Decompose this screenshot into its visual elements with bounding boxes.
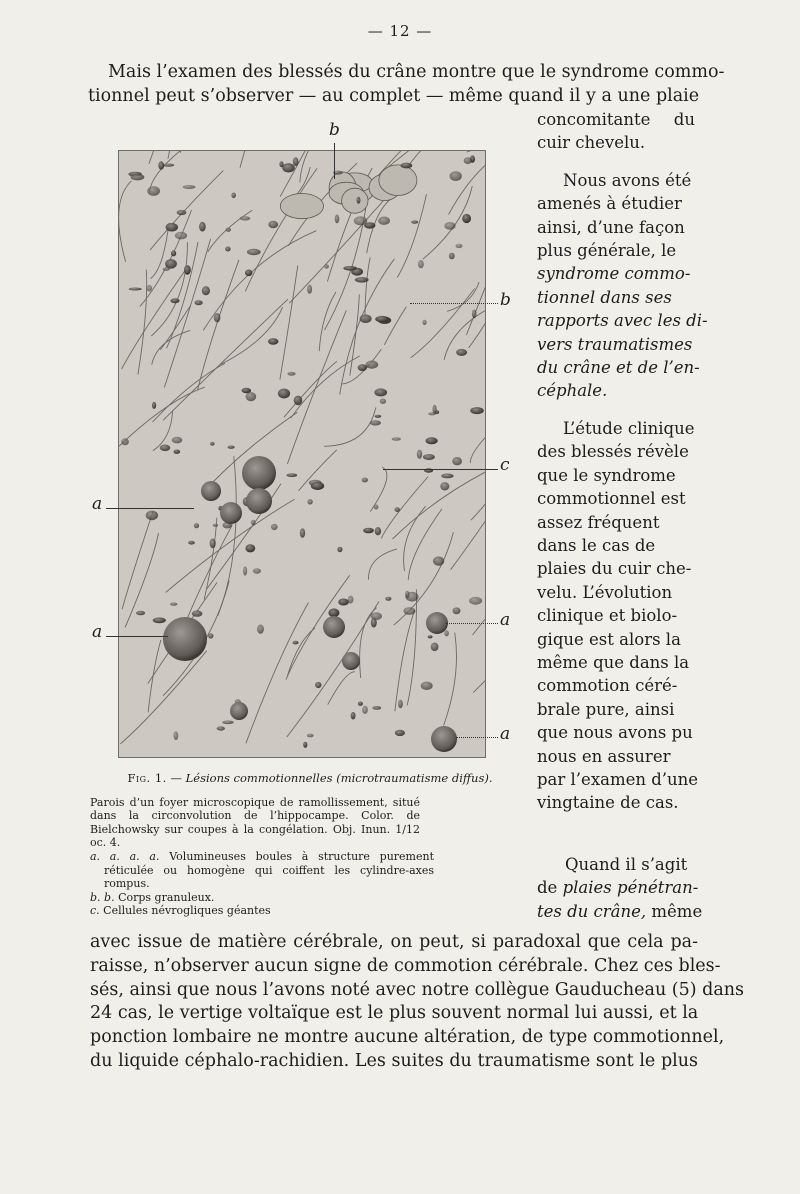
nucleus-mark [146,511,158,521]
nucleus-mark [226,228,231,232]
bottom-line-1: avec issue de matière cérébrale, on peut, si paradoxal que cela pa- [90,932,698,952]
nucleus-mark [153,617,166,623]
right-p2-line-7: rapports avec les di- [537,311,708,331]
bottom-line-6: du liquide céphalo-rachidien. Les suites du traumatisme sont le plus [90,1050,698,1071]
nucleus-mark [403,607,415,615]
nucleus-mark [370,420,381,425]
right-p4-line-1: Quand il s’agit [565,855,688,874]
nucleus-mark [385,597,391,601]
nucleus-mark [257,625,264,634]
nucleus-mark [469,597,482,605]
nucleus-mark [177,210,187,215]
nucleus-mark [449,253,455,260]
globule-mark [242,456,276,490]
nucleus-mark [175,232,187,240]
nucleus-mark [166,223,178,232]
figure-histology-drawing [119,151,485,757]
nucleus-mark [152,402,156,409]
nucleus-mark [214,313,221,322]
nucleus-mark [231,193,236,199]
nucleus-mark [363,528,374,534]
granular-body-mark [379,165,417,196]
nucleus-mark [441,474,453,479]
bottom-line-2: raisse, n’observer aucun signe de commotion cérébrale. Chez ces bles- [90,955,721,976]
intro-line-2: tionnel peut s’observer — au complet — même quand il y a une plaie [88,86,700,106]
right-p3-line-16: par l’examen d’une [537,769,699,789]
nucleus-mark [171,250,176,256]
fig-label-b-top: b [329,120,340,140]
nucleus-mark [338,599,349,606]
right-p2-line-10: céphale. [537,381,608,401]
nucleus-mark [315,682,321,688]
right-p3-line-8: velu. L’évolution [537,582,673,602]
right-p2-line-6: tionnel dans ses [537,287,672,307]
nucleus-mark [294,396,303,406]
nucleus-mark [472,310,477,319]
nucleus-mark [374,505,379,510]
nucleus-mark [300,528,305,537]
bottom-line-4: 24 cas, le vertige voltaïque est le plus souvent normal lui aussi, et la [90,1003,699,1024]
right-p3-line-14: que nous avons pu [537,723,693,743]
nucleus-mark [371,618,377,628]
right-p3-line-4: commotionnel est [537,489,686,509]
nucleus-mark [444,222,455,230]
nucleus-mark [183,185,196,189]
nucleus-mark [136,611,145,616]
nucleus-mark [378,217,390,225]
nucleus-mark [337,547,342,552]
globule-mark [426,612,448,634]
nucleus-mark [222,721,234,725]
nucleus-mark [431,643,439,652]
page-number: — 12 — [367,22,433,40]
nucleus-mark [242,388,252,393]
nucleus-mark [199,222,206,232]
right-p4-line-3: tes du crâne, même [537,901,703,921]
nucleus-mark [307,499,312,505]
fig-label-a-left-2: a [92,622,103,642]
right-column-text [537,108,708,815]
nucleus-mark [245,544,255,552]
globule-mark [163,617,207,661]
nucleus-mark [362,706,368,714]
nucleus-mark [375,316,389,322]
nucleus-mark [243,566,247,575]
nucleus-mark [355,277,369,283]
nucleus-mark [372,706,381,710]
nucleus-mark [247,249,261,255]
fig-label-a-left-1: a [92,494,103,514]
nucleus-mark [121,438,129,445]
globule-mark [246,488,272,514]
right-p3-line-2: des blessés révèle [537,442,689,462]
globule-mark [201,481,221,501]
fig-label-a-right-1: a [500,610,511,630]
nucleus-mark [213,524,218,527]
globule-mark [220,502,242,524]
right-p3-line-5: assez fréquent [537,512,660,532]
caption-dash: — [170,771,182,785]
right-p2-line-1: Nous avons été [563,170,692,190]
nucleus-mark [293,157,299,166]
nucleus-mark [418,260,424,268]
caption-title-text: Lésions commotionnelles (microtraumatisme diffus). [185,771,493,785]
right-p3-line-17: vingtaine de cas. [537,793,679,813]
nucleus-mark [380,399,386,404]
nucleus-mark [354,216,368,225]
nucleus-mark [217,726,225,730]
caption-legend-b: b. b. Corps granuleux. [90,890,215,904]
nucleus-mark [392,437,401,441]
nucleus-mark [162,164,174,167]
nucleus-mark [192,610,203,616]
nucleus-mark [174,450,181,454]
right-p3-line-6: dans le cas de [537,535,656,555]
nucleus-mark [307,734,314,738]
nucleus-mark [202,286,210,295]
nucleus-mark [360,314,372,323]
nucleus-mark [405,591,409,598]
nucleus-mark [278,389,290,399]
nucleus-mark [210,442,215,446]
nucleus-mark [170,603,177,606]
nucleus-mark [165,259,177,269]
right-p3-line-9: clinique et biolo- [537,606,678,626]
right-p2-line-3: ainsi, d’une façon [537,217,685,237]
nucleus-mark [194,523,199,528]
right-p3-line-11: même que dans la [537,652,690,672]
granular-body-mark [342,188,368,213]
nucleus-mark [129,288,142,291]
nucleus-mark [147,285,153,292]
nucleus-mark [195,300,203,305]
nucleus-mark [293,641,299,645]
right-p2-line-2: amenés à étudier [537,194,682,214]
nucleus-mark [328,608,339,617]
figure-caption [90,772,530,918]
nucleus-mark [228,446,235,449]
bottom-line-5: ponction lombaire ne montre aucune altération, de type commotionnel, [90,1027,725,1048]
nucleus-mark [395,730,405,736]
nucleus-mark [245,270,252,277]
caption-legend-a: a. a. a. a. Volumineuses boules à structure purement réticulée ou homogène qui coiffent les cylindre-axes rompus. [90,849,435,891]
right-p3-line-7: plaies du cuir che- [537,559,692,579]
nucleus-mark [357,197,361,204]
right-p1-line-2: cuir chevelu. [537,133,646,153]
intro-paragraph [88,60,725,108]
right-column-tail [537,853,703,923]
nucleus-mark [210,539,216,549]
nucleus-mark [426,437,438,444]
right-p3-line-12: commotion céré- [537,676,678,696]
fig-label-b-right: b [500,290,511,310]
nucleus-mark [453,607,461,614]
nucleus-mark [456,349,467,356]
nucleus-mark [428,635,433,638]
globule-mark [230,702,248,720]
globule-mark [342,652,360,670]
caption-fig-label: Fig. 1. [127,771,167,785]
nucleus-mark [433,556,444,565]
nucleus-mark [311,482,324,490]
nucleus-mark [174,731,179,740]
nucleus-mark [184,265,191,275]
right-p3-line-3: que le syndrome [537,465,676,485]
nucleus-mark [423,454,435,460]
nucleus-mark [251,520,256,525]
nucleus-mark [253,568,261,573]
nucleus-mark [225,247,230,252]
nucleus-mark [444,630,449,636]
nucleus-mark [374,388,387,396]
nucleus-mark [362,478,368,483]
nucleus-mark [343,266,357,271]
nucleus-mark [303,742,307,748]
right-p4-line-2: de plaies pénétran- [537,878,699,898]
nucleus-mark [417,450,422,459]
nucleus-mark [351,712,356,719]
nucleus-mark [452,457,462,465]
nucleus-mark [268,338,279,345]
nucleus-mark [307,285,312,294]
nucleus-mark [147,186,160,196]
right-p1-line-1: concomitante du [537,110,695,129]
nucleus-mark [433,405,437,414]
nucleus-mark [456,244,463,248]
right-p2-line-5: syndrome commo- [537,264,691,284]
right-p2-line-8: vers traumatismes [537,334,693,354]
nucleus-mark [450,171,462,181]
granular-body-mark [280,194,323,219]
nucleus-mark [131,174,145,181]
nucleus-mark [335,215,340,224]
nucleus-mark [271,524,278,530]
nucleus-mark [160,445,171,452]
right-p3-line-10: gique est alors la [537,629,681,649]
nucleus-mark [246,392,257,401]
nucleus-mark [422,320,426,325]
nucleus-mark [470,407,484,414]
nucleus-mark [358,364,367,371]
fig-label-a-right-2: a [500,724,511,744]
nucleus-mark [358,702,363,706]
nucleus-mark [398,700,403,709]
nucleus-mark [428,412,436,415]
bottom-paragraph [90,931,745,1074]
nucleus-mark [411,220,418,223]
right-p3-line-13: brale pure, ainsi [537,699,675,719]
nucleus-mark [286,473,297,477]
nucleus-mark [324,264,329,268]
nucleus-mark [170,298,179,303]
nucleus-mark [375,415,382,418]
right-p2-line-9: du crâne et de l’en- [537,358,700,378]
caption-legend-c: c. Cellules névrogliques géantes [90,904,271,918]
figure-microscopy [118,150,486,758]
fig-label-c-right: c [500,455,510,475]
nucleus-mark [395,507,400,512]
nucleus-mark [464,157,472,164]
nucleus-mark [375,527,381,535]
right-p2-line-4: plus générale, le [537,241,677,261]
nucleus-mark [188,541,195,545]
right-p3-line-15: nous en assurer [537,746,671,766]
nucleus-mark [282,163,295,172]
nucleus-mark [287,372,295,376]
nucleus-mark [240,216,251,220]
globule-mark [431,726,457,752]
nucleus-mark [440,482,449,490]
bottom-line-3: sés, ainsi que nous l’avons noté avec notre collègue Gauducheau (5) dans [90,979,745,1000]
intro-line-1: Mais l’examen des blessés du crâne montre que le syndrome commo- [108,62,725,82]
nucleus-mark [462,214,471,223]
right-p3-line-1: L’étude clinique [563,418,695,438]
caption-description: Parois d’un foyer microscopique de ramollissement, situé dans la circonvolution de l’hippocampe. Color. de Bielchowsky sur coupes à la congélation. Obj. Inun. 1/12 oc. 4. [90,795,420,850]
nucleus-mark [279,161,283,167]
globule-mark [323,616,345,638]
nucleus-mark [365,361,378,369]
nucleus-mark [401,163,413,169]
nucleus-mark [268,221,278,228]
caption-title [90,772,530,786]
nucleus-mark [421,682,433,690]
nucleus-mark [208,633,213,638]
nucleus-mark [172,437,183,444]
nucleus-mark [158,161,164,169]
